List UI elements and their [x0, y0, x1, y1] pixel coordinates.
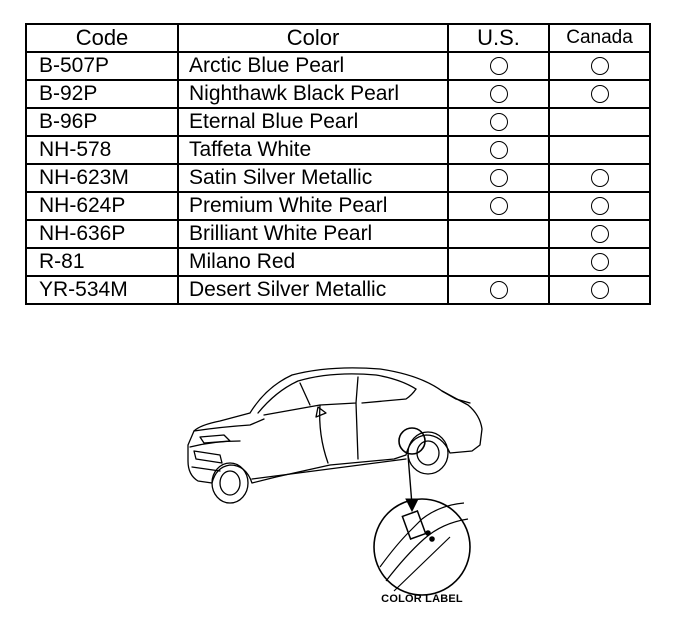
- color-label-detail-view: [374, 499, 470, 595]
- cell-color-name: Eternal Blue Pearl: [178, 108, 448, 136]
- available-circle-icon: [490, 57, 508, 75]
- available-circle-icon: [591, 281, 609, 299]
- available-circle-icon: [490, 281, 508, 299]
- cell-availability-canada: [549, 80, 650, 108]
- available-circle-icon: [591, 169, 609, 187]
- cell-code: NH-636P: [26, 220, 178, 248]
- cell-availability-us: [448, 248, 549, 276]
- table-row: [26, 248, 650, 276]
- header-code: Code: [26, 24, 178, 52]
- header-color: Color: [178, 24, 448, 52]
- header-canada: Canada: [549, 24, 650, 52]
- cell-code: NH-578: [26, 136, 178, 164]
- table-row: [26, 136, 650, 164]
- table-row: [26, 108, 650, 136]
- available-circle-icon: [490, 197, 508, 215]
- cell-availability-us: [448, 136, 549, 164]
- cell-code: NH-624P: [26, 192, 178, 220]
- cell-availability-canada: [549, 108, 650, 136]
- cell-availability-us: [448, 108, 549, 136]
- cell-color-name: Desert Silver Metallic: [178, 276, 448, 304]
- cell-color-name: Satin Silver Metallic: [178, 164, 448, 192]
- table-row: [26, 220, 650, 248]
- cell-availability-us: [448, 276, 549, 304]
- table-row: [26, 52, 650, 80]
- cell-availability-canada: [549, 52, 650, 80]
- available-circle-icon: [591, 85, 609, 103]
- cell-code: YR-534M: [26, 276, 178, 304]
- car-color-label-illustration: [180, 355, 500, 610]
- cell-availability-us: [448, 192, 549, 220]
- available-circle-icon: [591, 253, 609, 271]
- cell-availability-canada: [549, 276, 650, 304]
- table-row: [26, 164, 650, 192]
- cell-color-name: Brilliant White Pearl: [178, 220, 448, 248]
- header-us: U.S.: [448, 24, 549, 52]
- cell-color-name: Taffeta White: [178, 136, 448, 164]
- cell-code: R-81: [26, 248, 178, 276]
- cell-availability-us: [448, 52, 549, 80]
- table-row: [26, 192, 650, 220]
- cell-code: B-507P: [26, 52, 178, 80]
- cell-color-name: Arctic Blue Pearl: [178, 52, 448, 80]
- cell-availability-us: [448, 164, 549, 192]
- cell-color-name: Nighthawk Black Pearl: [178, 80, 448, 108]
- cell-availability-us: [448, 80, 549, 108]
- available-circle-icon: [591, 57, 609, 75]
- cell-availability-canada: [549, 220, 650, 248]
- cell-availability-canada: [549, 248, 650, 276]
- cell-code: B-96P: [26, 108, 178, 136]
- available-circle-icon: [490, 85, 508, 103]
- cell-code: NH-623M: [26, 164, 178, 192]
- cell-availability-canada: [549, 164, 650, 192]
- cell-color-name: Premium White Pearl: [178, 192, 448, 220]
- cell-code: B-92P: [26, 80, 178, 108]
- table-body: [26, 52, 650, 304]
- table-row: [26, 276, 650, 304]
- color-label-caption: COLOR LABEL: [381, 593, 463, 605]
- available-circle-icon: [591, 197, 609, 215]
- cell-availability-canada: [549, 192, 650, 220]
- cell-availability-canada: [549, 136, 650, 164]
- paint-color-table: [25, 23, 651, 305]
- available-circle-icon: [490, 141, 508, 159]
- available-circle-icon: [490, 113, 508, 131]
- cell-availability-us: [448, 220, 549, 248]
- car-outline: [188, 368, 482, 503]
- available-circle-icon: [591, 225, 609, 243]
- table-row: [26, 80, 650, 108]
- table-header-row: [26, 24, 650, 52]
- cell-color-name: Milano Red: [178, 248, 448, 276]
- available-circle-icon: [490, 169, 508, 187]
